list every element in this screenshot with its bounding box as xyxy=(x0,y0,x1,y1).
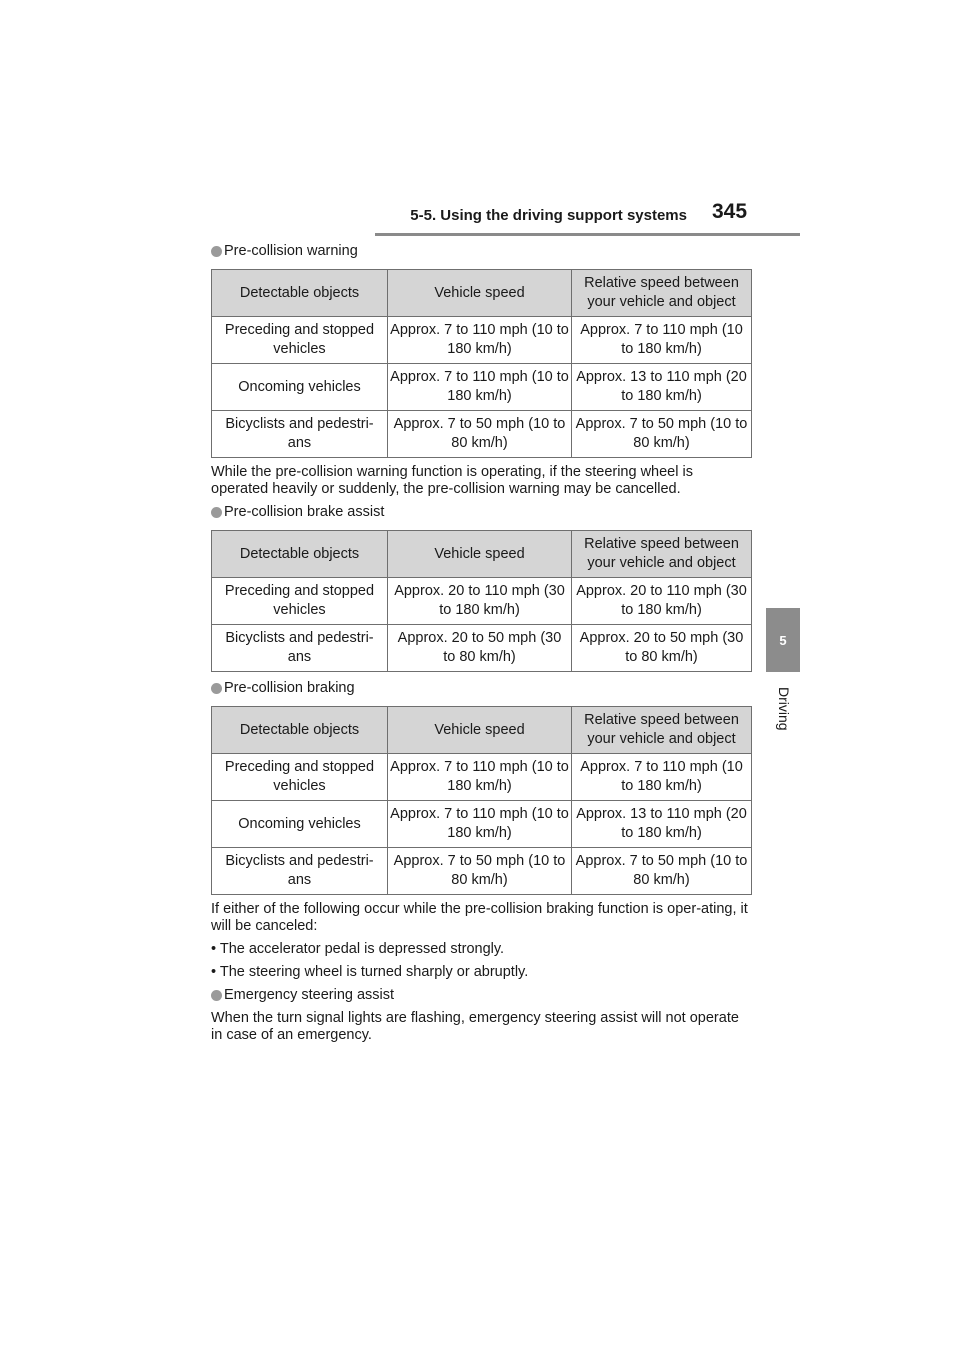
pre-collision-braking-table xyxy=(211,706,752,895)
section-heading xyxy=(211,504,751,521)
list-item: • The steering wheel is turned sharply or abruptly. xyxy=(211,964,529,980)
column-header: Vehicle speed xyxy=(388,707,572,754)
page-content xyxy=(211,243,751,1044)
table-cell: Approx. 7 to 110 mph (10 to 180 km/h) xyxy=(572,317,752,364)
table-cell: Approx. 20 to 110 mph (30 to 180 km/h) xyxy=(388,578,572,625)
column-header: Detectable objects xyxy=(212,531,388,578)
table-row xyxy=(212,317,752,364)
table-header-row xyxy=(212,707,752,754)
section-heading xyxy=(211,987,751,1004)
column-header: Relative speed between your vehicle and object xyxy=(572,270,752,317)
paragraph: When the turn signal lights are flashing, emergency steering assist will not operate in case of an emergency. xyxy=(211,1010,739,1043)
table-row xyxy=(212,364,752,411)
section-heading-text: Emergency steering assist xyxy=(224,987,395,1003)
table-cell: Preceding and stopped vehicles xyxy=(212,754,388,801)
chapter-label: Driving xyxy=(776,687,792,731)
table-cell: Bicyclists and pedestri-ans xyxy=(212,411,388,458)
table-cell: Preceding and stopped vehicles xyxy=(212,578,388,625)
paragraph: While the pre-collision warning function is operating, if the steering wheel is operated heavily or suddenly, the pre-collision warning may be cancelled. xyxy=(211,464,693,497)
pre-collision-warning-table xyxy=(211,269,752,458)
table-cell: Approx. 13 to 110 mph (20 to 180 km/h) xyxy=(572,364,752,411)
table-header-row xyxy=(212,531,752,578)
column-header: Relative speed between your vehicle and object xyxy=(572,531,752,578)
column-header: Vehicle speed xyxy=(388,531,572,578)
table-cell: Approx. 20 to 110 mph (30 to 180 km/h) xyxy=(572,578,752,625)
table-row xyxy=(212,754,752,801)
section-heading xyxy=(211,243,751,260)
table-cell: Approx. 7 to 50 mph (10 to 80 km/h) xyxy=(388,411,572,458)
table-cell: Approx. 7 to 50 mph (10 to 80 km/h) xyxy=(388,848,572,895)
section-heading-text: Pre-collision brake assist xyxy=(224,504,385,520)
paragraph: If either of the following occur while the pre-collision braking function is oper-ating, it will be canceled: xyxy=(211,901,748,934)
table-row xyxy=(212,625,752,672)
table-cell: Approx. 20 to 50 mph (30 to 80 km/h) xyxy=(388,625,572,672)
table-cell: Oncoming vehicles xyxy=(212,801,388,848)
table-cell: Approx. 7 to 50 mph (10 to 80 km/h) xyxy=(572,411,752,458)
section-heading-text: Pre-collision warning xyxy=(224,243,358,259)
page-number: 345 xyxy=(712,200,748,223)
bullet-icon xyxy=(211,507,222,518)
table-row xyxy=(212,848,752,895)
column-header: Vehicle speed xyxy=(388,270,572,317)
table-cell: Approx. 7 to 110 mph (10 to 180 km/h) xyxy=(388,801,572,848)
column-header: Detectable objects xyxy=(212,707,388,754)
bullet-icon xyxy=(211,683,222,694)
table-cell: Approx. 20 to 50 mph (30 to 80 km/h) xyxy=(572,625,752,672)
table-cell: Approx. 7 to 110 mph (10 to 180 km/h) xyxy=(388,754,572,801)
bullet-icon xyxy=(211,990,222,1001)
chapter-number: 5 xyxy=(779,632,787,648)
section-heading xyxy=(211,680,751,697)
table-cell: Approx. 7 to 110 mph (10 to 180 km/h) xyxy=(388,364,572,411)
table-cell: Bicyclists and pedestri-ans xyxy=(212,625,388,672)
table-cell: Approx. 7 to 110 mph (10 to 180 km/h) xyxy=(572,754,752,801)
bullet-icon xyxy=(211,246,222,257)
column-header: Detectable objects xyxy=(212,270,388,317)
table-cell: Approx. 7 to 110 mph (10 to 180 km/h) xyxy=(388,317,572,364)
table-cell: Approx. 7 to 50 mph (10 to 80 km/h) xyxy=(572,848,752,895)
table-row xyxy=(212,578,752,625)
section-title: 5-5. Using the driving support systems xyxy=(410,207,687,224)
header-divider xyxy=(375,233,800,236)
table-row xyxy=(212,411,752,458)
list-item: • The accelerator pedal is depressed strongly. xyxy=(211,941,505,957)
table-cell: Bicyclists and pedestri-ans xyxy=(212,848,388,895)
table-cell: Oncoming vehicles xyxy=(212,364,388,411)
section-heading-text: Pre-collision braking xyxy=(224,680,355,696)
table-header-row xyxy=(212,270,752,317)
table-cell: Approx. 13 to 110 mph (20 to 180 km/h) xyxy=(572,801,752,848)
table-cell: Preceding and stopped vehicles xyxy=(212,317,388,364)
table-row xyxy=(212,801,752,848)
pre-collision-brake-assist-table xyxy=(211,530,752,672)
chapter-tab xyxy=(766,608,800,672)
column-header: Relative speed between your vehicle and object xyxy=(572,707,752,754)
